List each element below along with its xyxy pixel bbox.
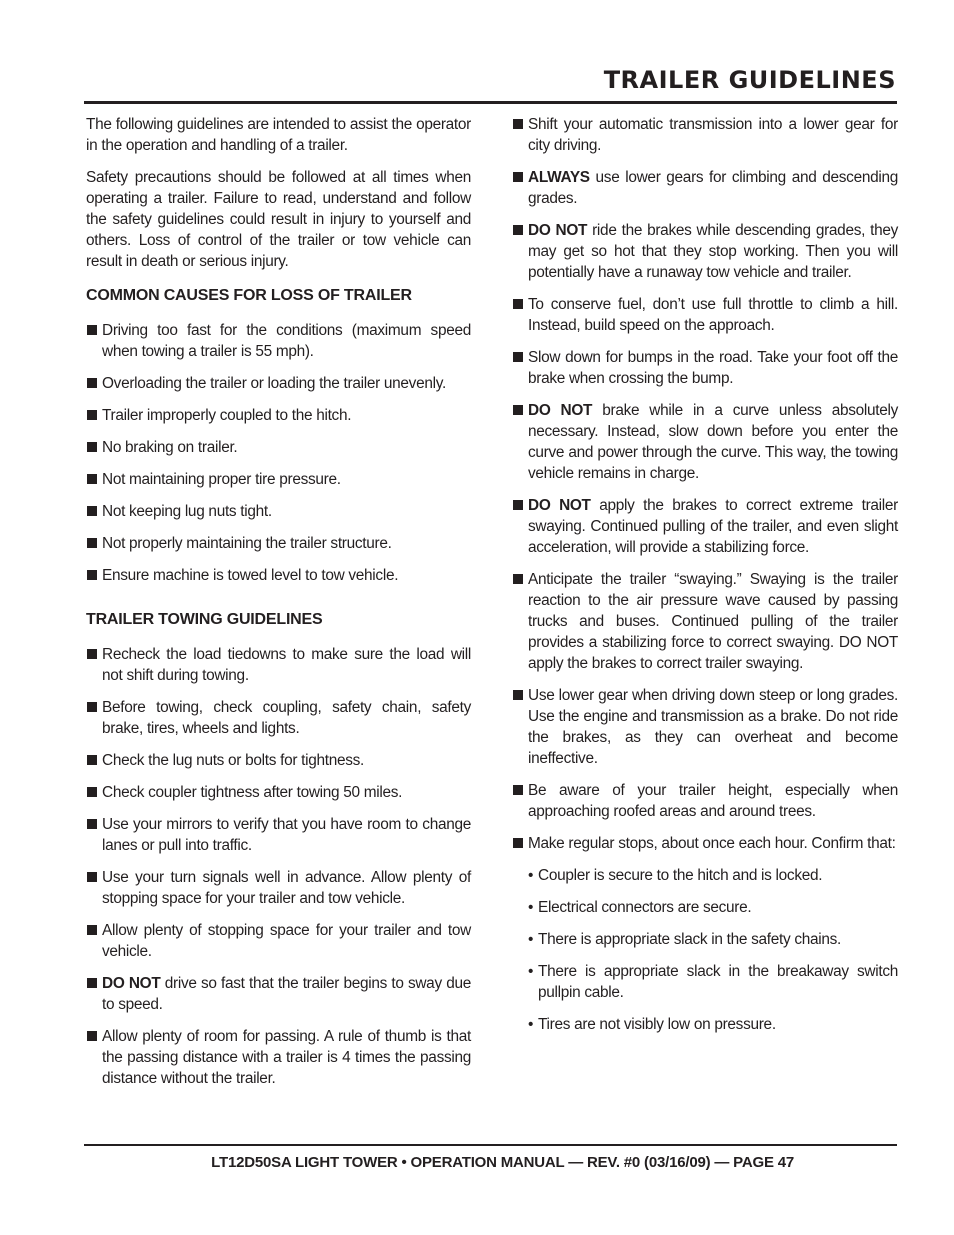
section-heading: TRAILER TOWING GUIDELINES — [86, 611, 323, 628]
header-rule — [84, 101, 897, 104]
square-bullet-icon — [513, 299, 523, 309]
square-bullet-icon — [87, 538, 97, 548]
checklist-item: • Tires are not visibly low on pressure. — [528, 1016, 776, 1033]
dot-bullet-icon: • — [528, 963, 534, 980]
list-item: Recheck the load tiedowns to make sure the load will not shift during towing. — [86, 644, 471, 686]
square-bullet-icon — [513, 172, 523, 182]
square-bullet-icon — [87, 978, 97, 988]
square-bullet-icon — [87, 378, 97, 388]
list-item: DO NOT apply the brakes to correct extreme trailer swaying. Continued pulling of the trailer, and even slight acceleration, will provide a stabilizing force. — [512, 495, 898, 558]
checklist-item: • There is appropriate slack in the breakaway switch pullpin cable. — [528, 963, 898, 1001]
square-bullet-icon — [513, 119, 523, 129]
list-item: Not properly maintaining the trailer structure. — [86, 533, 471, 554]
emphasis: DO NOT — [528, 402, 593, 419]
left-column — [86, 114, 471, 1100]
square-bullet-icon — [87, 410, 97, 420]
list-item: Shift your automatic transmission into a lower gear for city driving. — [512, 114, 898, 156]
square-bullet-icon — [87, 872, 97, 882]
square-bullet-icon — [513, 500, 523, 510]
dot-bullet-icon: • — [528, 899, 534, 916]
square-bullet-icon — [513, 574, 523, 584]
dot-bullet-icon: • — [528, 931, 534, 948]
square-bullet-icon — [87, 474, 97, 484]
emphasis: DO NOT — [528, 497, 591, 514]
list-item: No braking on trailer. — [86, 437, 471, 458]
right-column — [512, 114, 898, 1046]
page-footer: LT12D50SA LIGHT TOWER • OPERATION MANUAL — REV. #0 (03/16/09) — PAGE 47 — [211, 1154, 794, 1171]
list-item: Overloading the trailer or loading the trailer unevenly. — [86, 373, 471, 394]
list-item: Ensure machine is towed level to tow vehicle. — [86, 565, 471, 586]
list-item: Use your mirrors to verify that you have room to change lanes or pull into traffic. — [86, 814, 471, 856]
square-bullet-icon — [513, 690, 523, 700]
list-item: Use your turn signals well in advance. Allow plenty of stopping space for your trailer and tow vehicle. — [86, 867, 471, 909]
list-item: DO NOT drive so fast that the trailer begins to sway due to speed. — [86, 973, 471, 1015]
list-item: Check coupler tightness after towing 50 miles. — [86, 782, 471, 803]
list-item: Driving too fast for the conditions (maximum speed when towing a trailer is 55 mph). — [86, 320, 471, 362]
emphasis: ALWAYS — [528, 169, 590, 186]
square-bullet-icon — [87, 755, 97, 765]
list-item: Be aware of your trailer height, especially when approaching roofed areas and around trees. — [512, 780, 898, 822]
list-item: DO NOT brake while in a curve unless absolutely necessary. Instead, slow down before you enter the curve and power through the curve. This way, the towing vehicle remains in charge. — [512, 400, 898, 484]
square-bullet-icon — [513, 225, 523, 235]
section-heading: COMMON CAUSES FOR LOSS OF TRAILER — [86, 287, 412, 304]
list-item: Anticipate the trailer “swaying.” Swaying is the trailer reaction to the air pressure wave caused by passing trucks and buses. Continued pulling of the trailer provides a stabilizing force to correct swaying. DO NOT apply the brakes to correct trailer swaying. — [512, 569, 898, 674]
square-bullet-icon — [513, 785, 523, 795]
footer-rule — [84, 1144, 897, 1146]
square-bullet-icon — [87, 570, 97, 580]
list-item: Allow plenty of stopping space for your trailer and tow vehicle. — [86, 920, 471, 962]
emphasis: DO NOT — [102, 975, 161, 992]
square-bullet-icon — [87, 1031, 97, 1041]
square-bullet-icon — [87, 787, 97, 797]
square-bullet-icon — [87, 925, 97, 935]
intro-paragraph: Safety precautions should be followed at all times when operating a trailer. Failure to read, understand and follow the safety guidelines could result in injury to yourself and others. Loss of control of the trailer or tow vehicle can result in death or serious injury. — [86, 169, 471, 270]
list-item: Slow down for bumps in the road. Take your foot off the brake when crossing the bump. — [512, 347, 898, 389]
list-item: Check the lug nuts or bolts for tightness. — [86, 750, 471, 771]
square-bullet-icon — [87, 325, 97, 335]
list-item: Allow plenty of room for passing. A rule of thumb is that the passing distance with a trailer is 4 times the passing distance without the trailer. — [86, 1026, 471, 1089]
square-bullet-icon — [87, 819, 97, 829]
list-item: Use lower gear when driving down steep or long grades. Use the engine and transmission as a brake. Do not ride the brakes, as they can overheat and become ineffective. — [512, 685, 898, 769]
square-bullet-icon — [513, 352, 523, 362]
page-title: TRAILER GUIDELINES — [603, 66, 896, 94]
checklist-item: • Coupler is secure to the hitch and is locked. — [528, 867, 823, 884]
list-item: Trailer improperly coupled to the hitch. — [86, 405, 471, 426]
square-bullet-icon — [87, 649, 97, 659]
list-item: DO NOT ride the brakes while descending grades, they may get so hot that they stop working. Then you will potentially have a runaway tow vehicle and trailer. — [512, 220, 898, 283]
list-item: Make regular stops, about once each hour. Confirm that: — [512, 833, 898, 854]
checklist-item: • There is appropriate slack in the safety chains. — [528, 931, 841, 948]
list-item: ALWAYS use lower gears for climbing and descending grades. — [512, 167, 898, 209]
square-bullet-icon — [87, 702, 97, 712]
intro-paragraph: The following guidelines are intended to assist the operator in the operation and handling of a trailer. — [86, 116, 471, 154]
list-item: Not maintaining proper tire pressure. — [86, 469, 471, 490]
emphasis: DO NOT — [528, 222, 588, 239]
stop-checklist — [512, 865, 898, 1035]
dot-bullet-icon: • — [528, 1016, 534, 1033]
towing-list — [86, 644, 471, 1089]
list-item: Not keeping lug nuts tight. — [86, 501, 471, 522]
square-bullet-icon — [513, 405, 523, 415]
square-bullet-icon — [513, 838, 523, 848]
towing-list-continued — [512, 114, 898, 854]
dot-bullet-icon: • — [528, 867, 534, 884]
causes-list — [86, 320, 471, 586]
square-bullet-icon — [87, 506, 97, 516]
checklist-item: • Electrical connectors are secure. — [528, 899, 752, 916]
square-bullet-icon — [87, 442, 97, 452]
list-item: Before towing, check coupling, safety chain, safety brake, tires, wheels and lights. — [86, 697, 471, 739]
list-item: To conserve fuel, don’t use full throttle to climb a hill. Instead, build speed on the approach. — [512, 294, 898, 336]
